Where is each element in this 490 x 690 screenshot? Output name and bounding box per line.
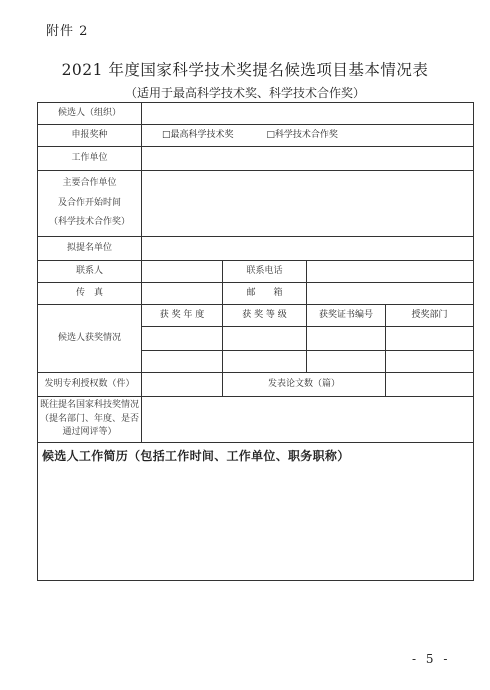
row-resume: [38, 443, 474, 581]
row-work-unit: [38, 147, 474, 171]
field-award-level-2[interactable]: [223, 351, 307, 373]
page-title: 2021 年度国家科学技术奖提名候选项目基本情况表: [61, 61, 429, 79]
row-candidate: [38, 103, 474, 125]
row-fax: [38, 283, 474, 305]
checkbox-cooperation-award[interactable]: □科学技术合作奖: [266, 129, 338, 140]
label-awards-info: 候选人获奖情况: [38, 305, 142, 373]
field-partner-units[interactable]: [142, 171, 474, 237]
label-nominating-unit: 拟提名单位: [38, 237, 142, 261]
field-resume[interactable]: [38, 443, 474, 581]
row-partner-units: [38, 171, 474, 237]
field-award-type: [142, 125, 474, 147]
checkbox-highest-award[interactable]: □最高科学技术奖: [162, 129, 234, 140]
past-label-line2: （提名部门、年度、是否: [39, 413, 139, 424]
field-patents[interactable]: [142, 373, 223, 397]
field-candidate[interactable]: [142, 103, 474, 125]
label-patents: 发明专利授权数（件）: [38, 373, 142, 397]
partner-label-line1: 主要合作单位: [62, 178, 117, 189]
page-number: - 5 -: [412, 652, 451, 666]
page-subtitle: （适用于最高科学技术奖、科学技术合作奖）: [124, 86, 365, 100]
field-fax[interactable]: [142, 283, 223, 305]
col-award-department: 授奖部门: [386, 305, 474, 327]
label-papers: 发表论文数（篇）: [223, 373, 386, 397]
field-work-unit[interactable]: [142, 147, 474, 171]
label-postcode: 邮 箱: [223, 283, 307, 305]
label-past-nominations: [38, 397, 142, 443]
field-phone[interactable]: [307, 261, 474, 283]
field-certificate-number-2[interactable]: [307, 351, 386, 373]
label-contact: 联系人: [38, 261, 142, 283]
row-award-type: [38, 125, 474, 147]
col-award-year: 获 奖 年 度: [142, 305, 223, 327]
past-label-line1: 既往提名国家科技奖情况: [39, 400, 139, 411]
row-contact: [38, 261, 474, 283]
row-awards-header: [38, 305, 474, 327]
col-award-level: 获 奖 等 级: [223, 305, 307, 327]
label-phone: 联系电话: [223, 261, 307, 283]
field-award-department-2[interactable]: [386, 351, 474, 373]
field-award-year-1[interactable]: [142, 327, 223, 351]
info-form-table: [37, 102, 474, 581]
col-certificate-number: 获奖证书编号: [307, 305, 386, 327]
row-patents-papers: [38, 373, 474, 397]
label-award-type: 申报奖种: [38, 125, 142, 147]
field-past-nominations[interactable]: [142, 397, 474, 443]
field-nominating-unit[interactable]: [142, 237, 474, 261]
field-award-level-1[interactable]: [223, 327, 307, 351]
field-postcode[interactable]: [307, 283, 474, 305]
resume-heading: 候选人工作简历（包括工作时间、工作单位、职务职称）: [42, 449, 350, 463]
past-label-line3: 通过网评等）: [62, 427, 117, 438]
field-award-year-2[interactable]: [142, 351, 223, 373]
attachment-label: 附件 2: [46, 24, 89, 39]
label-fax: 传 真: [38, 283, 142, 305]
label-work-unit: 工作单位: [38, 147, 142, 171]
label-partner-units: [38, 171, 142, 237]
label-candidate: 候选人（组织）: [38, 103, 142, 125]
field-certificate-number-1[interactable]: [307, 327, 386, 351]
row-past-nominations: [38, 397, 474, 443]
row-nominating-unit: [38, 237, 474, 261]
field-award-department-1[interactable]: [386, 327, 474, 351]
partner-label-line3: （科学技术合作奖）: [48, 217, 130, 228]
partner-label-line2: 及合作开始时间: [57, 197, 121, 208]
field-contact[interactable]: [142, 261, 223, 283]
field-papers[interactable]: [386, 373, 474, 397]
